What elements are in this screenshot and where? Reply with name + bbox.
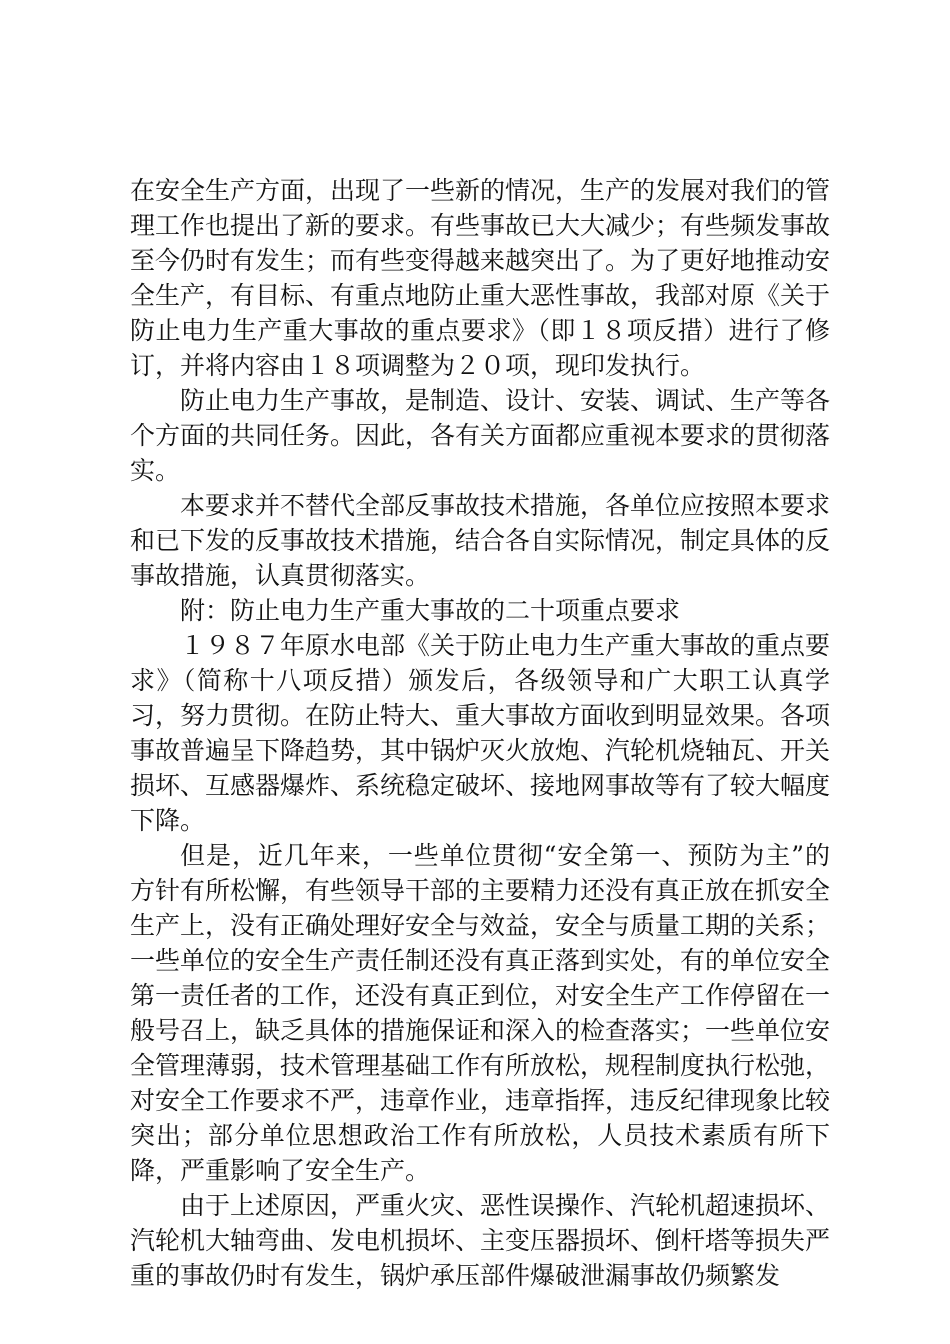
paragraph-not-replace: 本要求并不替代全部反事故技术措施，各单位应按照本要求和已下发的反事故技术措施，结合各自实际情况，制定具体的反事故措施，认真贯彻落实。 <box>130 491 831 590</box>
paragraph-intro: 在安全生产方面，出现了一些新的情况，生产的发展对我们的管理工作也提出了新的要求。有些事故已大大减少；有些频发事故至今仍时有发生；而有些变得越来越突出了。为了更好地推动安全生产，有目标、有重点地防止重大恶性事故，我部对原《关于防止电力生产重大事故的重点要求》（即１８项反措）进行了修订，并将内容由１８项调整为２０项，现印发执行。 <box>130 176 831 380</box>
paragraph-problems: 但是，近几年来，一些单位贯彻“安全第一、预防为主”的方针有所松懈，有些领导干部的主要精力还没有真正放在抓安全生产上，没有正确处理好安全与效益，安全与质量工期的关系；一些单位的安全生产责任制还没有真正落到实处，有的单位安全第一责任者的工作，还没有真正到位，对安全生产工作停留在一般号召上，缺乏具体的措施保证和深入的检查落实；一些单位安全管理薄弱，技术管理基础工作有所放松，规程制度执行松弛，对安全工作要求不严，违章作业，违章指挥，违反纪律现象比较突出；部分单位思想政治工作有所放松，人员技术素质有所下降，严重影响了安全生产。 <box>130 841 831 1185</box>
document-body <box>130 173 830 1293</box>
paragraph-consequences: 由于上述原因，严重火灾、恶性误操作、汽轮机超速损坏、汽轮机大轴弯曲、发电机损坏、主变压器损坏、倒杆塔等损失严重的事故仍时有发生，锅炉承压部件爆破泄漏事故仍频繁发 <box>130 1191 831 1290</box>
paragraph-history: １９８７年原水电部《关于防止电力生产重大事故的重点要求》（简称十八项反措）颁发后，各级领导和广大职工认真学习，努力贯彻。在防止特大、重大事故方面收到明显效果。各项事故普遍呈下降趋势，其中锅炉灭火放炮、汽轮机烧轴瓦、开关损坏、互感器爆炸、系统稳定破坏、接地网事故等有了较大幅度下降。 <box>130 631 831 835</box>
paragraph-shared-task: 防止电力生产事故，是制造、设计、安装、调试、生产等各个方面的共同任务。因此，各有关方面都应重视本要求的贯彻落实。 <box>130 386 831 485</box>
paragraph-attachment-title: 附：防止电力生产重大事故的二十项重点要求 <box>180 596 681 625</box>
